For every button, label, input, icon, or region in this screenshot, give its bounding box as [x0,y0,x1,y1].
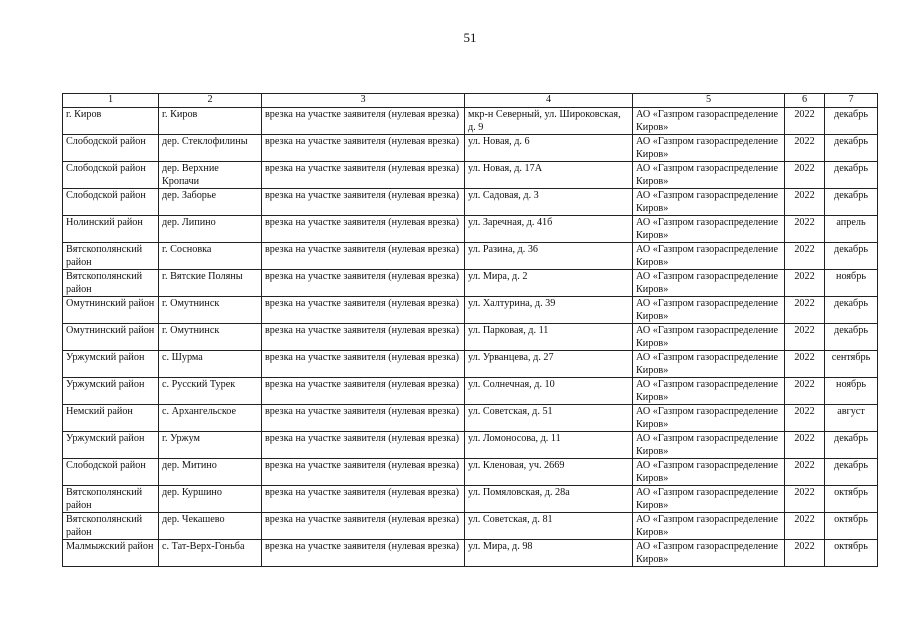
month-cell: декабрь [825,135,878,162]
settlement-cell: г. Уржум [159,432,262,459]
table-row [63,162,878,189]
connection-type-cell: врезка на участке заявителя (нулевая врезка) [262,297,465,324]
connection-type-cell: врезка на участке заявителя (нулевая врезка) [262,162,465,189]
address-cell: ул. Садовая, д. 3 [465,189,633,216]
address-cell: ул. Урванцева, д. 27 [465,351,633,378]
column-header: 2 [159,94,262,108]
district-cell: г. Киров [63,108,159,135]
organization-cell: АО «Газпром газораспределение Киров» [633,351,785,378]
table-row [63,378,878,405]
month-cell: сентябрь [825,351,878,378]
column-header: 1 [63,94,159,108]
district-cell: Омутнинский район [63,297,159,324]
settlement-cell: дер. Чекашево [159,513,262,540]
organization-cell: АО «Газпром газораспределение Киров» [633,486,785,513]
year-cell: 2022 [785,324,825,351]
organization-cell: АО «Газпром газораспределение Киров» [633,135,785,162]
table-row [63,297,878,324]
table-row [63,351,878,378]
connection-type-cell: врезка на участке заявителя (нулевая врезка) [262,324,465,351]
district-cell: Слободской район [63,459,159,486]
address-cell: ул. Халтурина, д. 39 [465,297,633,324]
address-cell: ул. Новая, д. 6 [465,135,633,162]
address-cell: ул. Советская, д. 51 [465,405,633,432]
address-cell: ул. Ломоносова, д. 11 [465,432,633,459]
table-row [63,135,878,162]
column-header: 3 [262,94,465,108]
address-cell: ул. Помяловская, д. 28а [465,486,633,513]
month-cell: декабрь [825,324,878,351]
month-cell: декабрь [825,432,878,459]
organization-cell: АО «Газпром газораспределение Киров» [633,162,785,189]
connection-type-cell: врезка на участке заявителя (нулевая врезка) [262,270,465,297]
year-cell: 2022 [785,378,825,405]
organization-cell: АО «Газпром газораспределение Киров» [633,432,785,459]
page-number: 51 [463,30,477,45]
organization-cell: АО «Газпром газораспределение Киров» [633,216,785,243]
connection-type-cell: врезка на участке заявителя (нулевая врезка) [262,486,465,513]
district-cell: Вятскополянский район [63,513,159,540]
address-cell: ул. Мира, д. 98 [465,540,633,567]
table-row [63,405,878,432]
month-cell: апрель [825,216,878,243]
table-row [63,540,878,567]
month-cell: декабрь [825,243,878,270]
address-cell: ул. Новая, д. 17А [465,162,633,189]
column-header: 7 [825,94,878,108]
connection-type-cell: врезка на участке заявителя (нулевая врезка) [262,135,465,162]
district-cell: Малмыжский район [63,540,159,567]
connection-type-cell: врезка на участке заявителя (нулевая врезка) [262,378,465,405]
table-row [63,486,878,513]
settlement-cell: дер. Митино [159,459,262,486]
connection-type-cell: врезка на участке заявителя (нулевая врезка) [262,243,465,270]
organization-cell: АО «Газпром газораспределение Киров» [633,243,785,270]
column-header: 5 [633,94,785,108]
organization-cell: АО «Газпром газораспределение Киров» [633,459,785,486]
address-cell: ул. Разина, д. 36 [465,243,633,270]
connection-type-cell: врезка на участке заявителя (нулевая врезка) [262,189,465,216]
organization-cell: АО «Газпром газораспределение Киров» [633,189,785,216]
month-cell: декабрь [825,297,878,324]
year-cell: 2022 [785,540,825,567]
district-cell: Слободской район [63,162,159,189]
gas-connection-schedule-table [62,93,878,567]
month-cell: ноябрь [825,378,878,405]
month-cell: декабрь [825,189,878,216]
year-cell: 2022 [785,405,825,432]
district-cell: Омутнинский район [63,324,159,351]
district-cell: Нолинский район [63,216,159,243]
table-row [63,270,878,297]
month-cell: декабрь [825,459,878,486]
organization-cell: АО «Газпром газораспределение Киров» [633,270,785,297]
address-cell: ул. Мира, д. 2 [465,270,633,297]
month-cell: декабрь [825,108,878,135]
district-cell: Вятскополянский район [63,270,159,297]
table-row [63,432,878,459]
header-row [63,94,878,108]
settlement-cell: г. Омутнинск [159,297,262,324]
table-row [63,108,878,135]
settlement-cell: г. Вятские Поляны [159,270,262,297]
settlement-cell: г. Сосновка [159,243,262,270]
address-cell: ул. Советская, д. 81 [465,513,633,540]
connection-type-cell: врезка на участке заявителя (нулевая врезка) [262,459,465,486]
organization-cell: АО «Газпром газораспределение Киров» [633,378,785,405]
table-row [63,324,878,351]
address-cell: ул. Заречная, д. 41б [465,216,633,243]
year-cell: 2022 [785,162,825,189]
settlement-cell: г. Омутнинск [159,324,262,351]
table-body [63,108,878,567]
year-cell: 2022 [785,351,825,378]
connection-type-cell: врезка на участке заявителя (нулевая врезка) [262,216,465,243]
connection-type-cell: врезка на участке заявителя (нулевая врезка) [262,405,465,432]
month-cell: октябрь [825,540,878,567]
organization-cell: АО «Газпром газораспределение Киров» [633,540,785,567]
district-cell: Уржумский район [63,432,159,459]
column-header: 4 [465,94,633,108]
year-cell: 2022 [785,135,825,162]
organization-cell: АО «Газпром газораспределение Киров» [633,324,785,351]
year-cell: 2022 [785,216,825,243]
month-cell: август [825,405,878,432]
table-row [63,189,878,216]
settlement-cell: дер. Стеклофилины [159,135,262,162]
settlement-cell: с. Шурма [159,351,262,378]
month-cell: октябрь [825,486,878,513]
organization-cell: АО «Газпром газораспределение Киров» [633,513,785,540]
year-cell: 2022 [785,459,825,486]
table-row [63,243,878,270]
address-cell: мкр-н Северный, ул. Широковская, д. 9 [465,108,633,135]
address-cell: ул. Кленовая, уч. 2669 [465,459,633,486]
organization-cell: АО «Газпром газораспределение Киров» [633,297,785,324]
table-row [63,216,878,243]
settlement-cell: дер. Заборье [159,189,262,216]
year-cell: 2022 [785,108,825,135]
organization-cell: АО «Газпром газораспределение Киров» [633,405,785,432]
district-cell: Слободской район [63,135,159,162]
connection-type-cell: врезка на участке заявителя (нулевая врезка) [262,540,465,567]
table-row [63,513,878,540]
connection-type-cell: врезка на участке заявителя (нулевая врезка) [262,513,465,540]
district-cell: Вятскополянский район [63,243,159,270]
month-cell: декабрь [825,162,878,189]
settlement-cell: с. Тат-Верх-Гоньба [159,540,262,567]
month-cell: октябрь [825,513,878,540]
year-cell: 2022 [785,270,825,297]
settlement-cell: дер. Верхние Кропачи [159,162,262,189]
district-cell: Немский район [63,405,159,432]
connection-type-cell: врезка на участке заявителя (нулевая врезка) [262,432,465,459]
address-cell: ул. Парковая, д. 11 [465,324,633,351]
settlement-cell: дер. Липино [159,216,262,243]
district-cell: Уржумский район [63,378,159,405]
district-cell: Уржумский район [63,351,159,378]
connection-type-cell: врезка на участке заявителя (нулевая врезка) [262,351,465,378]
district-cell: Слободской район [63,189,159,216]
year-cell: 2022 [785,243,825,270]
table-row [63,459,878,486]
settlement-cell: с. Архангельское [159,405,262,432]
address-cell: ул. Солнечная, д. 10 [465,378,633,405]
settlement-cell: дер. Куршино [159,486,262,513]
organization-cell: АО «Газпром газораспределение Киров» [633,108,785,135]
column-header: 6 [785,94,825,108]
year-cell: 2022 [785,486,825,513]
year-cell: 2022 [785,189,825,216]
year-cell: 2022 [785,513,825,540]
year-cell: 2022 [785,432,825,459]
district-cell: Вятскополянский район [63,486,159,513]
connection-type-cell: врезка на участке заявителя (нулевая врезка) [262,108,465,135]
month-cell: ноябрь [825,270,878,297]
year-cell: 2022 [785,297,825,324]
settlement-cell: с. Русский Турек [159,378,262,405]
settlement-cell: г. Киров [159,108,262,135]
